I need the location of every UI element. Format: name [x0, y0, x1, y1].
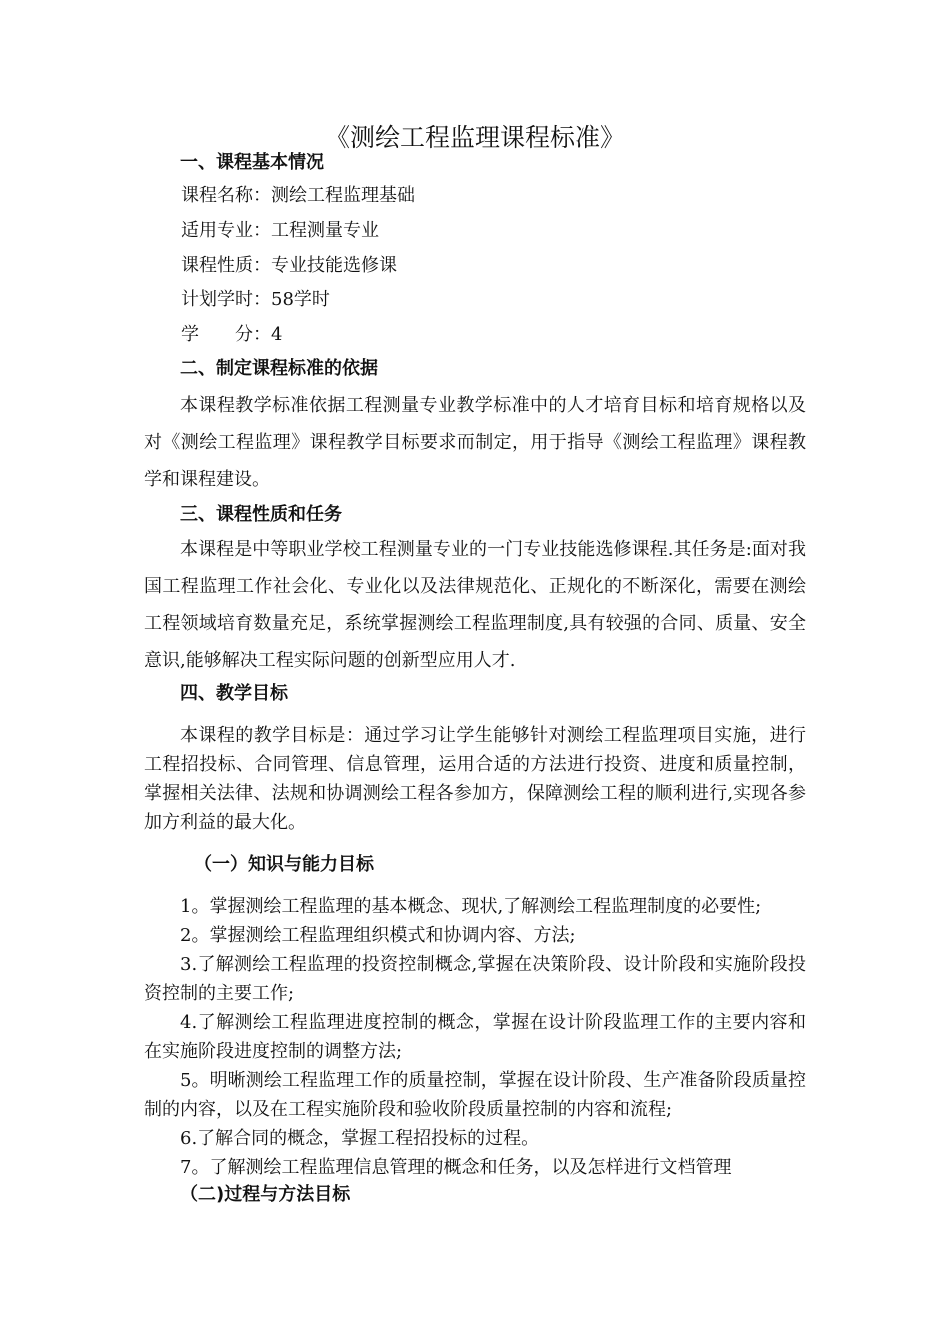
hours-line: 计划学时：58学时: [181, 289, 330, 310]
nature-line: 课程性质：专业技能选修课: [181, 255, 397, 276]
objective-item-7: 7。了解测绘工程监理信息管理的概念和任务，以及怎样进行文档管理: [180, 1157, 732, 1178]
objective-item-1: 1。掌握测绘工程监理的基本概念、现状,了解测绘工程监理制度的必要性;: [180, 896, 762, 917]
section-heading-4: 四、教学目标: [180, 683, 288, 704]
objective-item-2: 2。掌握测绘工程监理组织模式和协调内容、方法;: [180, 925, 576, 946]
section-heading-1: 一、课程基本情况: [180, 152, 324, 173]
objective-item-5: 5。明晰测绘工程监理工作的质量控制，掌握在设计阶段、生产准备阶段质量控制的内容，以及在工程实施阶段和验收阶段质量控制的内容和流程;: [144, 1070, 806, 1120]
section-3-paragraph: 本课程是中等职业学校工程测量专业的一门专业技能选修课程.其任务是:面对我国工程监理工作社会化、专业化以及法律规范化、正规化的不断深化，需要在测绘工程领域培育数量充足，系统掌握测绘工程监理制度,具有较强的合同、质量、安全意识,能够解决工程实际问题的创新型应用人才.: [144, 539, 806, 671]
objective-item-6: 6.了解合同的概念，掌握工程招投标的过程。: [180, 1128, 540, 1149]
credits-line: 学 分：4: [181, 324, 283, 345]
course-name-line: 课程名称：测绘工程监理基础: [181, 185, 415, 206]
section-heading-2: 二、制定课程标准的依据: [180, 358, 378, 379]
subsection-heading-1: （一）知识与能力目标: [194, 854, 374, 875]
section-4-paragraph: 本课程的教学目标是：通过学习让学生能够针对测绘工程监理项目实施，进行工程招投标、合同管理、信息管理，运用合适的方法进行投资、进度和质量控制，掌握相关法律、法规和协调测绘工程各参加方，保障测绘工程的顺利进行,实现各参加方利益的最大化。: [144, 725, 806, 833]
section-heading-3: 三、课程性质和任务: [180, 504, 342, 525]
document-title: 《测绘工程监理课程标准》: [324, 123, 625, 152]
section-2-paragraph: 本课程教学标准依据工程测量专业教学标准中的人才培育目标和培育规格以及对《测绘工程监理》课程教学目标要求而制定，用于指导《测绘工程监理》课程教学和课程建设。: [144, 395, 806, 490]
objective-item-4: 4.了解测绘工程监理进度控制的概念，掌握在设计阶段监理工作的主要内容和在实施阶段进度控制的调整方法;: [144, 1012, 806, 1062]
objective-item-3: 3.了解测绘工程监理的投资控制概念,掌握在决策阶段、设计阶段和实施阶段投资控制的主要工作;: [144, 954, 806, 1004]
major-line: 适用专业：工程测量专业: [181, 220, 379, 241]
subsection-heading-2: （二)过程与方法目标: [180, 1184, 351, 1205]
